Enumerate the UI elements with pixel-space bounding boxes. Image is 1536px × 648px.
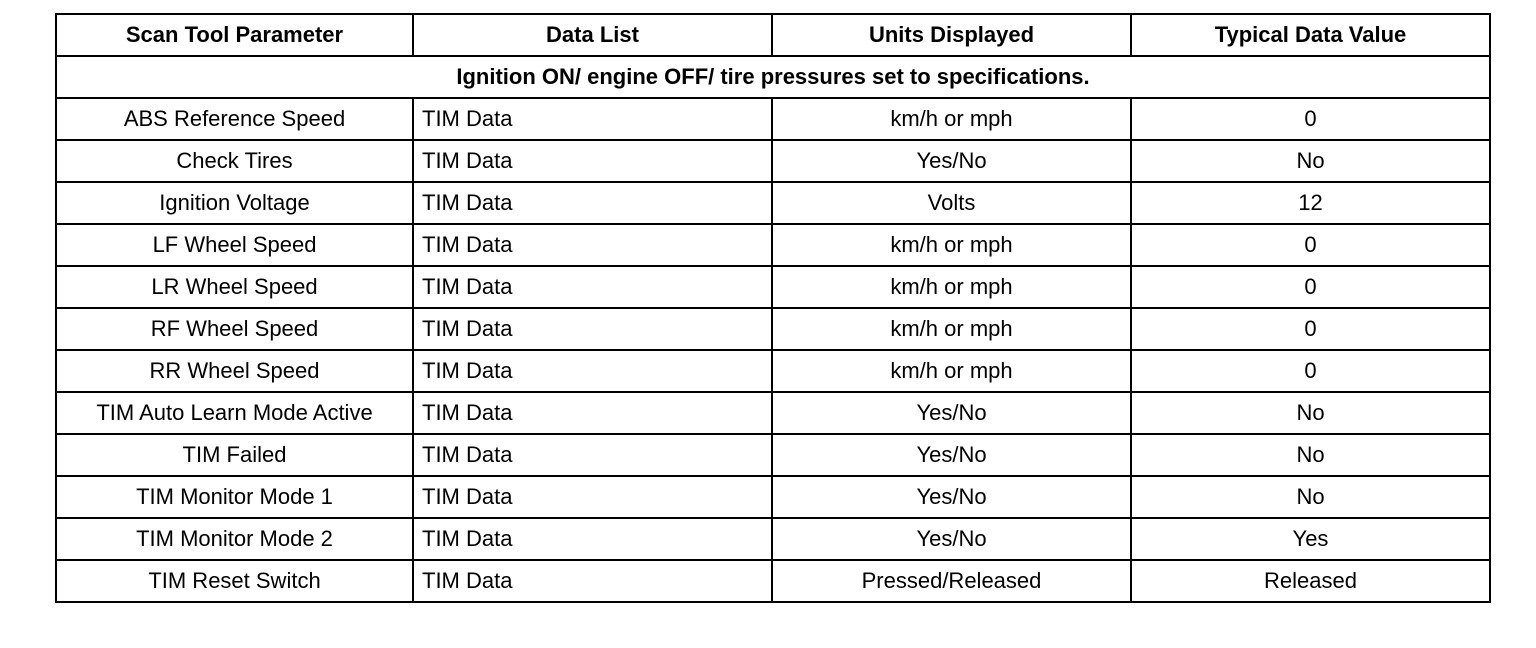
cell-units: km/h or mph (772, 98, 1131, 140)
table-row (56, 560, 1490, 602)
header-data-list: Data List (413, 14, 772, 56)
cell-units: Volts (772, 182, 1131, 224)
cell-data-list: TIM Data (413, 182, 772, 224)
cell-data-list: TIM Data (413, 266, 772, 308)
header-scan-tool-parameter: Scan Tool Parameter (56, 14, 413, 56)
cell-data-list: TIM Data (413, 224, 772, 266)
table-header-row (56, 14, 1490, 56)
table-row (56, 140, 1490, 182)
cell-parameter: LF Wheel Speed (56, 224, 413, 266)
cell-typical-value: 0 (1131, 224, 1490, 266)
cell-units: Pressed/Released (772, 560, 1131, 602)
cell-parameter: TIM Failed (56, 434, 413, 476)
cell-data-list: TIM Data (413, 350, 772, 392)
cell-typical-value: Yes (1131, 518, 1490, 560)
cell-units: km/h or mph (772, 266, 1131, 308)
document-page (55, 13, 1489, 603)
table-row (56, 266, 1490, 308)
cell-typical-value: 0 (1131, 266, 1490, 308)
cell-units: Yes/No (772, 434, 1131, 476)
cell-typical-value: No (1131, 392, 1490, 434)
cell-typical-value: 12 (1131, 182, 1490, 224)
cell-parameter: RF Wheel Speed (56, 308, 413, 350)
cell-units: Yes/No (772, 140, 1131, 182)
table-row (56, 434, 1490, 476)
cell-parameter: ABS Reference Speed (56, 98, 413, 140)
cell-data-list: TIM Data (413, 308, 772, 350)
cell-typical-value: No (1131, 140, 1490, 182)
cell-typical-value: 0 (1131, 98, 1490, 140)
cell-units: Yes/No (772, 476, 1131, 518)
scan-tool-data-table (55, 13, 1491, 603)
cell-parameter: TIM Monitor Mode 1 (56, 476, 413, 518)
cell-parameter: TIM Reset Switch (56, 560, 413, 602)
cell-typical-value: No (1131, 476, 1490, 518)
header-units-displayed: Units Displayed (772, 14, 1131, 56)
cell-data-list: TIM Data (413, 476, 772, 518)
cell-data-list: TIM Data (413, 518, 772, 560)
table-row (56, 224, 1490, 266)
cell-parameter: LR Wheel Speed (56, 266, 413, 308)
cell-data-list: TIM Data (413, 434, 772, 476)
cell-data-list: TIM Data (413, 98, 772, 140)
table-row (56, 308, 1490, 350)
cell-data-list: TIM Data (413, 560, 772, 602)
cell-parameter: TIM Auto Learn Mode Active (56, 392, 413, 434)
cell-units: km/h or mph (772, 308, 1131, 350)
table-row (56, 476, 1490, 518)
table-row (56, 182, 1490, 224)
table-row (56, 392, 1490, 434)
section-row (56, 56, 1490, 98)
cell-typical-value: Released (1131, 560, 1490, 602)
cell-parameter: RR Wheel Speed (56, 350, 413, 392)
table-row (56, 98, 1490, 140)
table-row (56, 518, 1490, 560)
header-typical-data-value: Typical Data Value (1131, 14, 1490, 56)
cell-parameter: Check Tires (56, 140, 413, 182)
cell-parameter: Ignition Voltage (56, 182, 413, 224)
cell-data-list: TIM Data (413, 392, 772, 434)
cell-units: Yes/No (772, 392, 1131, 434)
cell-typical-value: No (1131, 434, 1490, 476)
cell-data-list: TIM Data (413, 140, 772, 182)
cell-units: km/h or mph (772, 350, 1131, 392)
cell-typical-value: 0 (1131, 350, 1490, 392)
cell-typical-value: 0 (1131, 308, 1490, 350)
cell-units: km/h or mph (772, 224, 1131, 266)
cell-units: Yes/No (772, 518, 1131, 560)
cell-parameter: TIM Monitor Mode 2 (56, 518, 413, 560)
section-note: Ignition ON/ engine OFF/ tire pressures set to specifications. (56, 56, 1490, 98)
table-row (56, 350, 1490, 392)
